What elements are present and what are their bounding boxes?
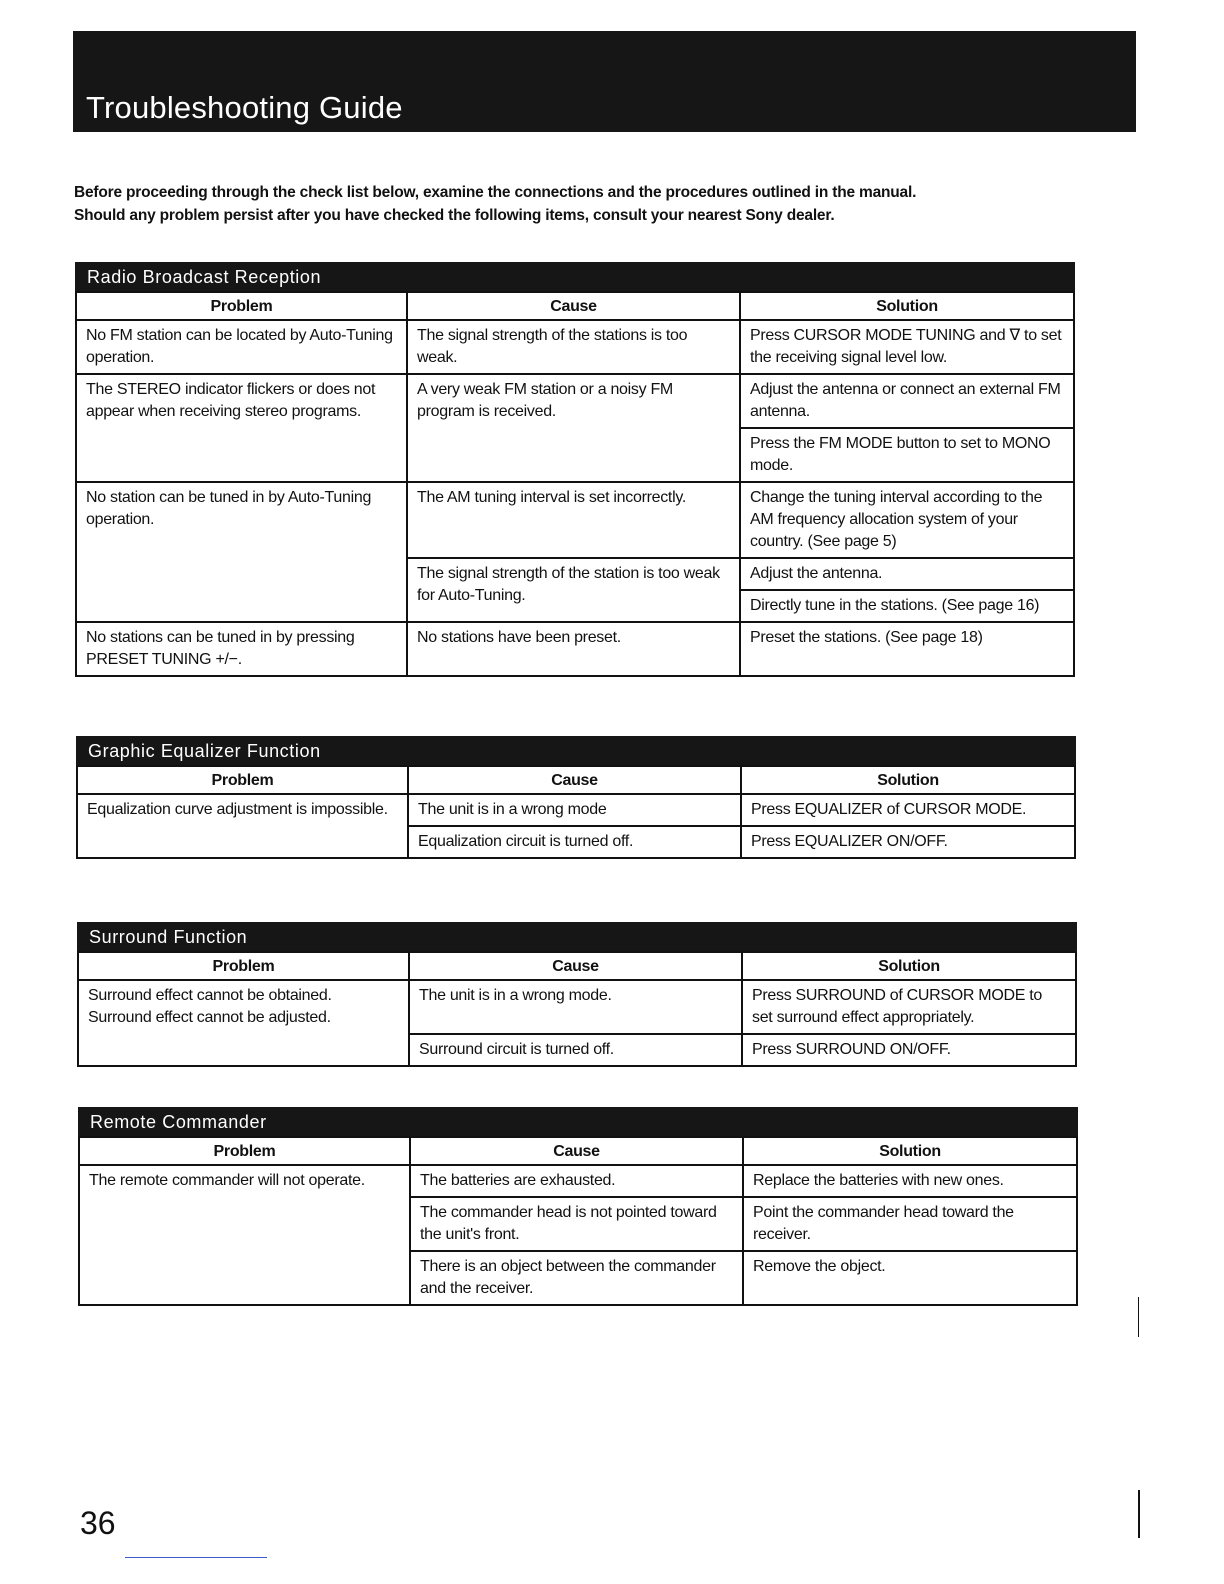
header-row (79, 1137, 1077, 1165)
problem-cell: The STEREO indicator flickers or does not appear when receiving stereo programs. (76, 374, 407, 482)
table-row (78, 980, 1076, 1034)
solution-cell: Press the FM MODE button to set to MONO mode. (740, 428, 1074, 482)
cause-cell: The commander head is not pointed toward the unit's front. (410, 1197, 743, 1251)
cause-cell: The unit is in a wrong mode. (409, 980, 742, 1034)
cause-cell: A very weak FM station or a noisy FM program is received. (407, 374, 740, 482)
solution-cell: Adjust the antenna. (740, 558, 1074, 590)
cause-cell: No stations have been preset. (407, 622, 740, 676)
section-header: Remote Commander (78, 1107, 1078, 1136)
table-row (76, 482, 1074, 558)
cause-cell: Equalization circuit is turned off. (408, 826, 741, 858)
problem-header: Problem (76, 292, 407, 320)
section-header: Surround Function (77, 922, 1077, 951)
cause-cell: There is an object between the commander and the receiver. (410, 1251, 743, 1305)
problem-header: Problem (79, 1137, 410, 1165)
section-graphic-equalizer-function (76, 736, 1076, 859)
section-header: Radio Broadcast Reception (75, 262, 1075, 291)
solution-cell: Replace the batteries with new ones. (743, 1165, 1077, 1197)
solution-header: Solution (743, 1137, 1077, 1165)
solution-header: Solution (740, 292, 1074, 320)
section-radio-broadcast-reception (75, 262, 1075, 677)
margin-mark (1138, 1490, 1140, 1538)
troubleshooting-table (77, 951, 1077, 1067)
cause-header: Cause (410, 1137, 743, 1165)
title-bar (73, 31, 1136, 132)
solution-cell: Remove the object. (743, 1251, 1077, 1305)
table-row (76, 320, 1074, 374)
cause-header: Cause (409, 952, 742, 980)
problem-cell: The remote commander will not operate. (79, 1165, 410, 1305)
solution-cell: Directly tune in the stations. (See page 16) (740, 590, 1074, 622)
solution-cell: Change the tuning interval according to the AM frequency allocation system of your country. (See page 5) (740, 482, 1074, 558)
section-surround-function (77, 922, 1077, 1067)
problem-cell: Surround effect cannot be obtained. Surround effect cannot be adjusted. (78, 980, 409, 1066)
header-row (78, 952, 1076, 980)
problem-cell: No station can be tuned in by Auto-Tuning operation. (76, 482, 407, 622)
troubleshooting-table (76, 765, 1076, 859)
troubleshooting-table (75, 291, 1075, 677)
cause-cell: The signal strength of the stations is too weak. (407, 320, 740, 374)
section-header: Graphic Equalizer Function (76, 736, 1076, 765)
solution-cell: Press CURSOR MODE TUNING and ∇ to set the receiving signal level low. (740, 320, 1074, 374)
section-remote-commander (78, 1107, 1078, 1306)
solution-cell: Press SURROUND of CURSOR MODE to set surround effect appropriately. (742, 980, 1076, 1034)
solution-header: Solution (742, 952, 1076, 980)
margin-mark (1138, 1297, 1139, 1337)
page-title: Troubleshooting Guide (86, 90, 403, 125)
table-row (79, 1165, 1077, 1197)
table-row (76, 622, 1074, 676)
table-row (77, 794, 1075, 826)
solution-cell: Press EQUALIZER of CURSOR MODE. (741, 794, 1075, 826)
cause-cell: The AM tuning interval is set incorrectly. (407, 482, 740, 558)
footer-rule (125, 1557, 267, 1558)
table-row (76, 374, 1074, 428)
cause-header: Cause (407, 292, 740, 320)
intro-text (74, 181, 1074, 227)
intro-line-2: Should any problem persist after you have checked the following items, consult your nearest Sony dealer. (74, 207, 835, 224)
problem-header: Problem (78, 952, 409, 980)
solution-header: Solution (741, 766, 1075, 794)
solution-cell: Preset the stations. (See page 18) (740, 622, 1074, 676)
header-row (76, 292, 1074, 320)
solution-cell: Press SURROUND ON/OFF. (742, 1034, 1076, 1066)
problem-cell: No stations can be tuned in by pressing PRESET TUNING +/−. (76, 622, 407, 676)
cause-header: Cause (408, 766, 741, 794)
intro-line-1: Before proceeding through the check list below, examine the connections and the procedures outlined in the manual. (74, 184, 917, 201)
header-row (77, 766, 1075, 794)
problem-header: Problem (77, 766, 408, 794)
troubleshooting-table (78, 1136, 1078, 1306)
cause-cell: The batteries are exhausted. (410, 1165, 743, 1197)
cause-cell: Surround circuit is turned off. (409, 1034, 742, 1066)
problem-cell: No FM station can be located by Auto-Tuning operation. (76, 320, 407, 374)
solution-cell: Adjust the antenna or connect an external FM antenna. (740, 374, 1074, 428)
solution-cell: Press EQUALIZER ON/OFF. (741, 826, 1075, 858)
solution-cell: Point the commander head toward the receiver. (743, 1197, 1077, 1251)
cause-cell: The signal strength of the station is too weak for Auto-Tuning. (407, 558, 740, 622)
problem-cell: Equalization curve adjustment is impossible. (77, 794, 408, 858)
page-number: 36 (80, 1505, 116, 1541)
cause-cell: The unit is in a wrong mode (408, 794, 741, 826)
